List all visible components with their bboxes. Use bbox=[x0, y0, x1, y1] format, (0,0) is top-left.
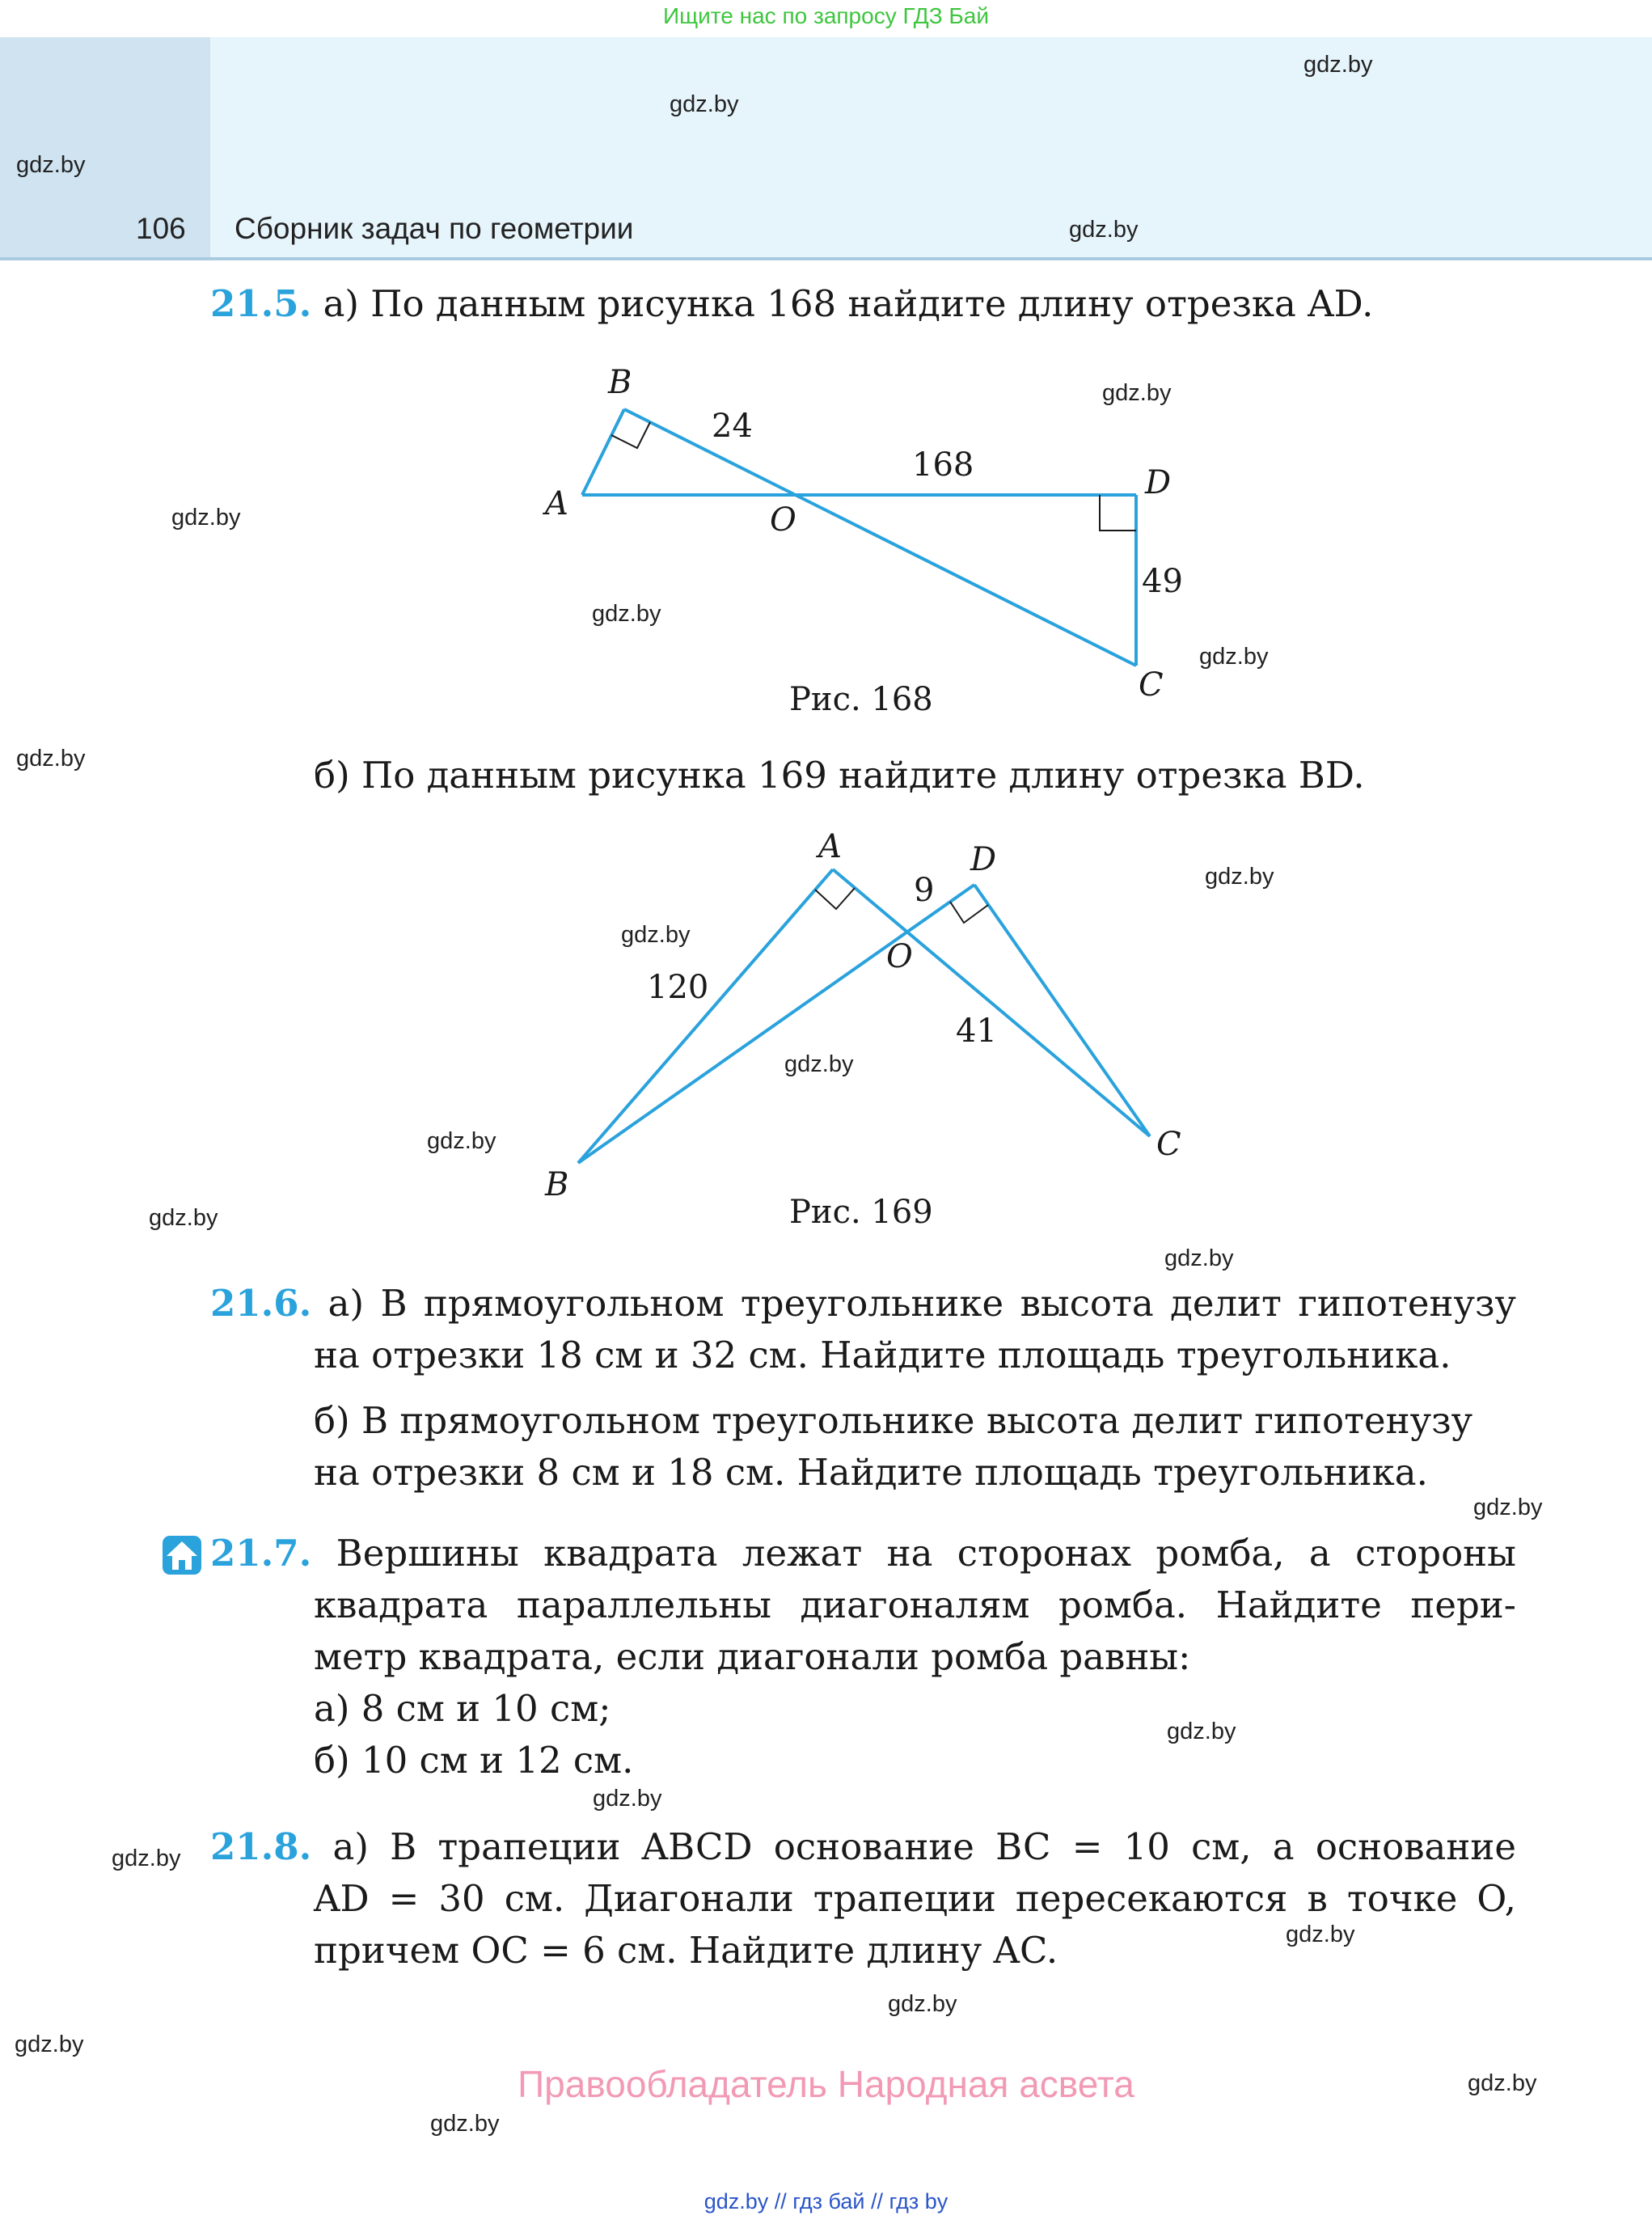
problem-number: 21.8. bbox=[210, 1825, 312, 1868]
problem-number: 21.5. bbox=[210, 282, 312, 325]
figure-169 bbox=[518, 817, 1278, 1197]
label-c: C bbox=[1156, 1126, 1181, 1163]
label-b: B bbox=[545, 1166, 569, 1197]
problem-21-5-b: б) По данным рисунка 169 найдите длину отрезка BD. bbox=[314, 754, 1365, 797]
segment-ab bbox=[578, 869, 833, 1163]
right-angle-mark-d bbox=[950, 902, 988, 923]
figure-caption: Рис. 168 bbox=[789, 681, 933, 718]
top-banner: Ищите нас по запросу ГДЗ Бай bbox=[662, 3, 990, 28]
problem-number: 21.7. bbox=[210, 1532, 312, 1575]
length-oc: 41 bbox=[956, 1013, 997, 1050]
segment-bc bbox=[624, 409, 1136, 666]
watermark: gdz.by bbox=[1468, 2070, 1537, 2096]
watermark: gdz.by bbox=[1167, 1719, 1236, 1744]
watermark: gdz.by bbox=[784, 1051, 854, 1077]
watermark: gdz.by bbox=[592, 601, 661, 627]
problem-21-8-line1 bbox=[210, 1821, 1516, 1873]
watermark: gdz.by bbox=[15, 2032, 84, 2057]
footer-links[interactable]: gdz.by // гдз бай // гдз by bbox=[703, 2189, 949, 2213]
problem-21-5-a bbox=[210, 278, 1373, 330]
watermark: gdz.by bbox=[1303, 52, 1373, 78]
problem-21-6-a-line1 bbox=[210, 1278, 1516, 1330]
footer-publisher: Правообладатель Народная асвета bbox=[518, 2063, 1134, 2105]
problem-21-8-line3: причем OC = 6 см. Найдите длину AC. bbox=[314, 1929, 1058, 1972]
home-icon bbox=[162, 1535, 202, 1575]
page-number: 106 bbox=[136, 212, 186, 245]
watermark: gdz.by bbox=[1205, 864, 1274, 890]
watermark: gdz.by bbox=[621, 922, 691, 948]
header-rule bbox=[0, 257, 1652, 260]
watermark: gdz.by bbox=[670, 91, 739, 117]
watermark: gdz.by bbox=[1102, 380, 1172, 406]
right-angle-mark-a bbox=[815, 888, 855, 909]
figure-caption: Рис. 169 bbox=[789, 1194, 933, 1231]
watermark: gdz.by bbox=[1164, 1245, 1234, 1271]
problem-number: 21.6. bbox=[210, 1282, 312, 1325]
problem-21-7-option-a: а) 8 см и 10 см; bbox=[314, 1687, 611, 1730]
watermark: gdz.by bbox=[1199, 644, 1269, 670]
watermark: gdz.by bbox=[1069, 217, 1139, 243]
label-c: C bbox=[1139, 666, 1164, 704]
label-a: A bbox=[818, 828, 842, 865]
label-a: A bbox=[545, 485, 568, 522]
label-d: D bbox=[1145, 464, 1172, 501]
right-angle-mark-d bbox=[1100, 495, 1136, 531]
problem-text: а) По данным рисунка 168 найдите длину отрезка AD. bbox=[323, 282, 1374, 325]
watermark: gdz.by bbox=[16, 746, 86, 772]
label-o: O bbox=[886, 938, 913, 975]
watermark: gdz.by bbox=[112, 1846, 181, 1871]
watermark: gdz.by bbox=[149, 1205, 218, 1231]
problem-21-7-line3: метр квадрата, если диагонали ромба равны: bbox=[314, 1635, 1191, 1678]
watermark: gdz.by bbox=[430, 2111, 500, 2137]
length-od: 168 bbox=[912, 446, 974, 484]
watermark: gdz.by bbox=[593, 1786, 662, 1812]
problem-21-7-option-b: б) 10 см и 12 см. bbox=[314, 1739, 634, 1782]
problem-21-6-b-line2: на отрезки 8 см и 18 см. Найдите площадь треугольника. bbox=[314, 1451, 1428, 1494]
watermark: gdz.by bbox=[1286, 1922, 1355, 1947]
length-ab: 120 bbox=[647, 969, 709, 1006]
length-ao: 9 bbox=[914, 872, 935, 909]
watermark: gdz.by bbox=[888, 1991, 957, 2017]
label-o: O bbox=[770, 501, 796, 539]
label-d: D bbox=[970, 841, 997, 878]
problem-21-8-line2: AD = 30 см. Диагонали трапеции пересекаются в точке O, bbox=[314, 1877, 1516, 1920]
watermark: gdz.by bbox=[171, 505, 241, 531]
length-bo: 24 bbox=[712, 408, 753, 445]
problem-text: Вершины квадрата лежат на сторонах ромба, а стороны bbox=[336, 1532, 1516, 1575]
problem-21-7-line2: квадрата параллельны диагоналям ромба. Найдите пери- bbox=[314, 1583, 1516, 1626]
watermark: gdz.by bbox=[16, 152, 86, 178]
figure-168 bbox=[518, 356, 1278, 728]
problem-text: а) В прямоугольном треугольнике высота делит гипотенузу bbox=[327, 1282, 1516, 1325]
segment-bd bbox=[578, 885, 974, 1163]
problem-21-6-b-line1: б) В прямоугольном треугольнике высота делит гипотенузу bbox=[314, 1399, 1473, 1442]
problem-21-6-a-line2: на отрезки 18 см и 32 см. Найдите площадь треугольника. bbox=[314, 1334, 1451, 1376]
watermark: gdz.by bbox=[1473, 1495, 1543, 1520]
problem-text: а) В трапеции ABCD основание BC = 10 см, а основание bbox=[332, 1825, 1516, 1868]
problem-21-7-line1 bbox=[210, 1528, 1516, 1579]
book-title: Сборник задач по геометрии bbox=[234, 212, 634, 245]
label-b: B bbox=[608, 364, 632, 401]
segment-ab bbox=[582, 409, 624, 495]
watermark: gdz.by bbox=[427, 1128, 496, 1154]
length-dc: 49 bbox=[1142, 563, 1183, 600]
